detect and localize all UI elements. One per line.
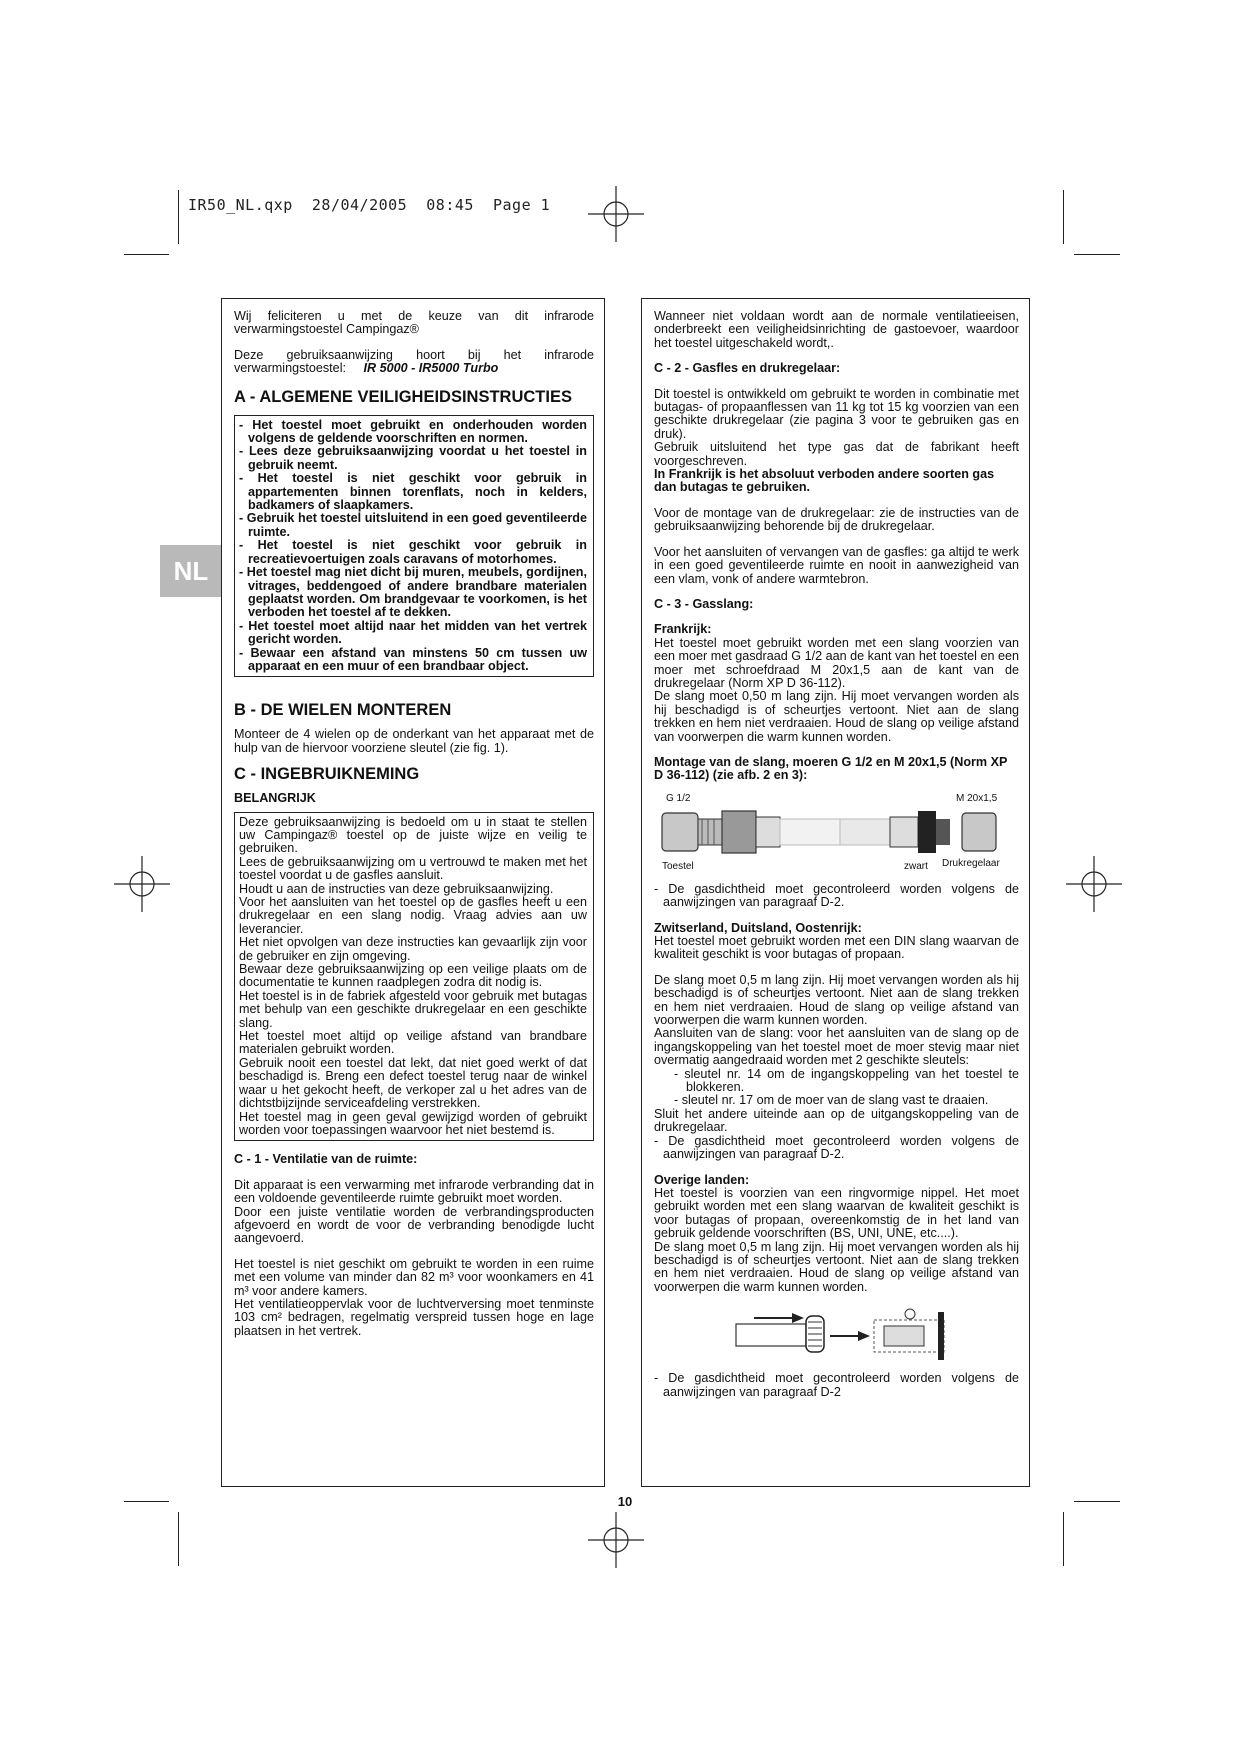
important-paragraph: Bewaar deze gebruiksaanwijzing op een veilige plaats om de documentatie te kunnen raadplegen zodra dit nodig is. <box>239 962 587 990</box>
c2-title: C - 2 - Gasfles en drukregelaar: <box>654 361 841 376</box>
other-heading: Overige landen: <box>654 1172 750 1187</box>
important-paragraph: Deze gebruiksaanwijzing is bedoeld om u in staat te stellen uw Campingaz® toestel op de juiste wijze en veilig te gebruiken. <box>239 814 587 856</box>
file-slug: IR50_NL.qxp 28/04/2005 08:45 Page 1 <box>188 196 551 214</box>
diagram-label-zwart: zwart <box>904 860 928 872</box>
list-item: - Het toestel moet gebruikt en onderhouden worden volgens de geldende voorschriften en normen. <box>239 417 587 446</box>
crop-mark <box>1063 190 1064 244</box>
intro-text: Deze gebruiksaanwijzing hoort bij het infrarode verwarmingstoestel: IR 5000 - IR5000 Turbo <box>234 347 594 376</box>
diagram-label-m20: M 20x1,5 <box>956 792 998 804</box>
product-name: IR 5000 - IR5000 Turbo <box>363 361 499 376</box>
crop-mark <box>124 1501 169 1502</box>
c3-title: C - 3 - Gasslang: <box>654 596 754 611</box>
important-box <box>234 812 594 1142</box>
c1-paragraph: Het toestel is niet geschikt om gebruikt te worden in een ruime met een volume van minder dan 82 m³ voor woonkamers en 41 m³ voor andere kamers. <box>234 1256 594 1298</box>
left-column <box>221 298 605 1487</box>
registration-mark-icon <box>114 856 170 912</box>
ch-paragraph: Het toestel moet gebruikt worden met een DIN slang waarvan de kwaliteit geschikt is voor butagas of propaan. <box>654 934 1019 962</box>
france-heading: Frankrijk: <box>654 622 712 637</box>
crop-mark <box>1074 1501 1120 1502</box>
registration-mark-icon <box>1066 856 1122 912</box>
registration-mark-icon <box>588 1512 644 1568</box>
list-item: - Lees deze gebruiksaanwijzing voordat u het toestel in gebruik neemt. <box>239 444 587 472</box>
crop-mark <box>1063 1512 1064 1566</box>
list-item: - Het toestel moet altijd naar het midden van het vertrek gericht worden. <box>239 618 587 647</box>
check-note: - De gasdichtheid moet gecontroleerd worden volgens de aanwijzingen van paragraaf D-2 <box>654 1371 1019 1399</box>
other-paragraph: Het toestel is voorzien van een ringvormige nippel. Het moet gebruikt worden met een slang waarvan de kwaliteit geschikt is voor butagas of propaan, overeenkomstig de in het land van gebruik geldende voorschriften (BS, UNI, UNE, etc....). <box>654 1185 1019 1241</box>
important-paragraph: Het niet opvolgen van deze instructies kan gevaarlijk zijn voor de gebruiker en zijn omgeving. <box>239 935 587 963</box>
c2-paragraph: Dit toestel is ontwikkeld om gebruikt te worden in combinatie met butagas- of propaanflessen van 11 kg tot 15 kg voorzien van een geschikte drukregelaar (zie pagina 3 voor te gebruiken gas en druk). <box>654 386 1019 441</box>
c1-paragraph: Door een juiste ventilatie worden de verbrandingsproducten afgevoerd en wordt de voor de verbranding benodigde lucht aangevoerd. <box>234 1204 594 1246</box>
ch-paragraph: Aansluiten van de slang: voor het aansluiten van de slang op de ingangskoppeling van het toestel moet de moer stevig maar niet overmatig aangedraaid worden met 2 geschikte sleutels: <box>654 1026 1019 1068</box>
diagram-label-g12: G 1/2 <box>666 792 691 804</box>
important-paragraph: Voor het aansluiten van het toestel op de gasfles heeft u een drukregelaar en een slang nodig. Vraag advies aan uw leverancier. <box>239 895 587 936</box>
important-paragraph: Gebruik nooit een toestel dat lekt, dat niet goed werkt of dat beschadigd is. Breng een defect toestel terug naar de winkel waar u het gekocht heeft, de verkoper zal u het adres van de dichtstbijzijnde serviceafdeling verstrekken. <box>239 1055 587 1111</box>
hose-fitting-drawing <box>658 807 1018 857</box>
other-paragraph: De slang moet 0,5 m lang zijn. Hij moet vervangen worden als hij beschadigd is of scheurtjes vertoont. Niet aan de slang trekken en hem niet verdraaien. Houd de slang op veilige afstand van voorwerpen die warm kunnen worden. <box>654 1239 1019 1294</box>
important-heading: BELANGRIJK <box>234 791 316 806</box>
check-note: - De gasdichtheid moet gecontroleerd worden volgens de aanwijzingen van paragraaf D-2. <box>654 1133 1019 1162</box>
important-paragraph: Lees de gebruiksaanwijzing om u vertrouwd te maken met het toestel voordat u de gasfles aansluit. <box>239 854 587 883</box>
language-tab: NL <box>160 545 222 597</box>
crop-mark <box>1074 254 1120 255</box>
important-paragraph: Het toestel mag in geen geval gewijzigd worden of gebruikt worden voor toepassingen waarvoor het niet bestemd is. <box>239 1109 587 1137</box>
right-column <box>641 298 1030 1487</box>
section-b-title: B - DE WIELEN MONTEREN <box>234 701 452 720</box>
c1-paragraph: Dit apparaat is een verwarming met infrarode verbranding dat in een voldoende geventileerde ruimte gebruikt moet worden. <box>234 1177 594 1206</box>
intro-text: Wij feliciteren u met de keuze van dit infrarode verwarmingstoestel Campingaz® <box>234 309 594 337</box>
list-item: - Bewaar een afstand van minstens 50 cm tussen uw apparaat en een muur of een brandbaar object. <box>239 645 587 673</box>
safety-box <box>234 415 594 678</box>
france-paragraph: Het toestel moet gebruikt worden met een slang voorzien van een moer met gasdraad G 1/2 aan de kant van het toestel en een moer met schroefdraad M 20x1,5 aan de kant van de drukregelaar (Norm XP D 36-112). <box>654 635 1019 690</box>
list-item: - Het toestel mag niet dicht bij muren, meubels, gordijnen, vitrages, beddengoed of andere brandbare materialen geplaatst worden. Om brandgevaar te voorkomen, is het verboden het toestel af te dekken. <box>239 565 587 620</box>
list-item: - Het toestel is niet geschikt voor gebruik in recreatievoertuigen zoals caravans of motorhomes. <box>239 538 587 566</box>
list-item: - Het toestel is niet geschikt voor gebruik in appartementen binnen torenflats, noch in kelders, badkamers of slaapkamers. <box>239 471 587 513</box>
montage-heading: Montage van de slang, moeren G 1/2 en M 20x1,5 (Norm XP D 36-112) (zie afb. 2 en 3): <box>654 754 1008 783</box>
ventilation-text: Wanneer niet voldaan wordt aan de normale ventilatieeisen, onderbreekt een veiligheidsinrichting de gastoevoer, waardoor het toestel uitgeschakeld wordt,. <box>654 309 1019 350</box>
diagram-label-toestel: Toestel <box>662 860 694 872</box>
ch-paragraph: De slang moet 0,5 m lang zijn. Hij moet vervangen worden als hij beschadigd is of scheurtjes vertoont. Niet aan de slang trekken en hem niet verdraaien. Houd de slang op veilige afstand van voorwerpen die warm kunnen worden. <box>654 972 1019 1028</box>
c1-paragraph: Het ventilatieoppervlak voor de luchtverversing moet tenminste 103 cm² bedragen, regelmatig verspreid tussen hoge en lage plaatsen in het vertrek. <box>234 1296 594 1338</box>
section-b-text: Monteer de 4 wielen op de onderkant van het apparaat met de hulp van de hiervoor voorziene sleutel (zie fig. 1). <box>234 727 594 755</box>
c2-paragraph: Voor de montage van de drukregelaar: zie de instructies van de gebruiksaanwijzing behorende bij de drukregelaar. <box>654 505 1019 534</box>
wrench-item: - sleutel nr. 14 om de ingangskoppeling van het toestel te blokkeren. <box>674 1066 1019 1095</box>
important-paragraph: Het toestel is in de fabriek afgesteld voor gebruik met butagas met behulp van een geschikte drukregelaar en een geschikte slang. <box>239 988 587 1030</box>
wrench-item: - sleutel nr. 17 om de moer van de slang vast te draaien. <box>674 1093 989 1108</box>
crop-mark <box>178 1512 179 1566</box>
ch-heading: Zwitserland, Duitsland, Oostenrijk: <box>654 920 862 935</box>
crop-mark <box>178 190 179 244</box>
check-note: - De gasdichtheid moet gecontroleerd worden volgens de aanwijzingen van paragraaf D-2. <box>654 881 1019 910</box>
important-paragraph: Houdt u aan de instructies van deze gebruiksaanwijzing. <box>239 881 554 896</box>
ch-paragraph: Sluit het andere uiteinde aan op de uitgangskoppeling van de drukregelaar. <box>654 1106 1019 1135</box>
section-c-title: C - INGEBRUIKNEMING <box>234 765 420 784</box>
france-paragraph: De slang moet 0,50 m lang zijn. Hij moet vervangen worden als hij beschadigd is of scheurtjes vertoont. Niet aan de slang trekken en hem niet verdraaien. Houd de slang op veilige afstand van voorwerpen die warm kunnen worden. <box>654 689 1019 744</box>
list-item: - Gebruik het toestel uitsluitend in een goed geventileerde ruimte. <box>239 511 587 539</box>
page-number: 10 <box>617 1494 633 1509</box>
c2-warning: In Frankrijk is het absoluut verboden andere soorten gas dan butagas te gebruiken. <box>654 467 995 495</box>
nipple-connection-drawing <box>734 1306 954 1362</box>
registration-mark-icon <box>588 186 644 242</box>
c1-title: C - 1 - Ventilatie van de ruimte: <box>234 1152 418 1167</box>
hose-diagram <box>654 789 1019 875</box>
important-paragraph: Het toestel moet altijd op veilige afstand van brandbare materialen gebruikt worden. <box>239 1029 587 1057</box>
c2-paragraph: Gebruik uitsluitend het type gas dat de fabrikant heeft voorgeschreven. <box>654 440 1019 468</box>
c2-paragraph: Voor het aansluiten of vervangen van de gasfles: ga altijd te werk in een goed geventileerde ruimte en nooit in aanwezigheid van een vlam, vonk of andere warmtebron. <box>654 544 1019 586</box>
section-a-title: A - ALGEMENE VEILIGHEIDSINSTRUCTIES <box>234 387 572 406</box>
diagram-label-drukregelaar: Drukregelaar <box>942 857 1000 869</box>
crop-mark <box>124 254 169 255</box>
